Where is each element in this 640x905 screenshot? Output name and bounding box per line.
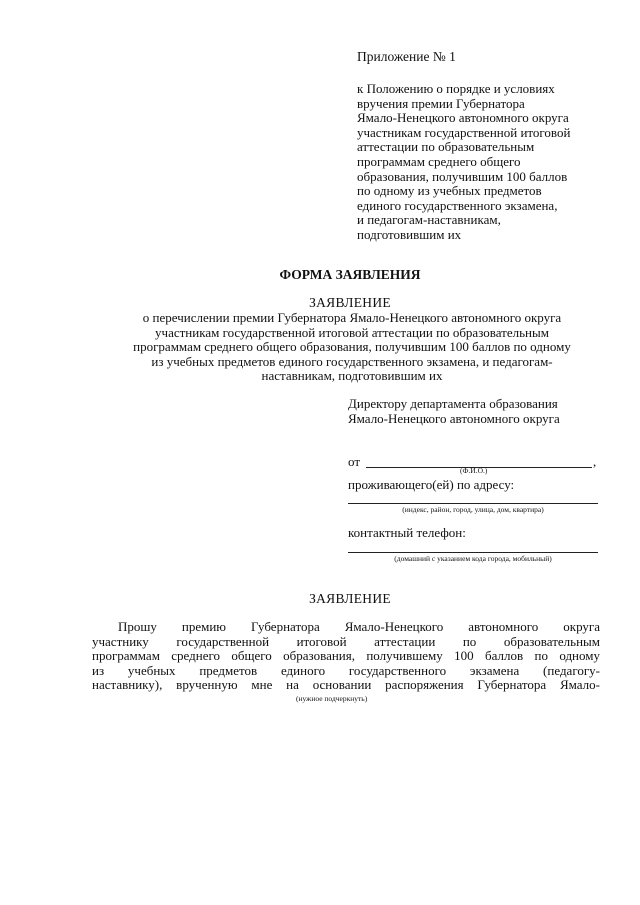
- subject-line: участникам государственной итоговой аттестации по образовательным: [155, 324, 549, 340]
- phone-label: контактный телефон:: [348, 525, 466, 540]
- appendix-line: образования, получившим 100 баллов: [357, 168, 568, 184]
- address-hint: (индекс, район, город, улица, дом, квартира): [402, 505, 544, 514]
- statement-heading: ЗАЯВЛЕНИЕ: [309, 295, 391, 310]
- body-line: Прошу премию Губернатора Ямало-Ненецкого автономного округа: [118, 619, 600, 634]
- fio-hint: (Ф.И.О.): [460, 466, 488, 475]
- addressee-line: Директору департамента образования: [348, 396, 558, 411]
- fio-comma: ,: [593, 454, 597, 469]
- form-title: ФОРМА ЗАЯВЛЕНИЯ: [279, 267, 421, 282]
- phone-field-line[interactable]: [348, 552, 598, 553]
- appendix-line: по одному из учебных предметов: [357, 183, 542, 199]
- appendix-line: аттестации по образовательным: [357, 139, 535, 155]
- statement-body-heading: ЗАЯВЛЕНИЕ: [309, 591, 391, 606]
- appendix-line: и педагогам-наставникам,: [357, 212, 501, 228]
- phone-hint: (домашний с указанием кода города, мобильный): [394, 554, 552, 563]
- residing-label: проживающего(ей) по адресу:: [348, 477, 515, 492]
- appendix-text: [357, 82, 570, 243]
- statement-body: [92, 620, 600, 693]
- subject-line: наставникам, подготовившим их: [261, 368, 443, 384]
- underline-hint: (нужное подчеркнуть): [296, 694, 368, 703]
- subject-line: из учебных предметов единого государственного экзамена, и педагогам-: [151, 353, 553, 369]
- body-line: из учебных предметов единого государственного экзамена (педагогу-: [92, 662, 600, 678]
- appendix-line: Ямало-Ненецкого автономного округа: [357, 110, 569, 126]
- subject-line: программам среднего общего образования, получившим 100 баллов по одному: [133, 339, 571, 355]
- appendix-line: подготовившим их: [357, 226, 462, 242]
- subject-line: о перечислении премии Губернатора Ямало-Ненецкого автономного округа: [142, 310, 562, 325]
- statement-subject: [104, 311, 600, 384]
- appendix-line: программам среднего общего: [357, 153, 521, 169]
- appendix-line: единого государственного экзамена,: [357, 197, 558, 213]
- appendix-title: Приложение № 1: [357, 49, 456, 64]
- body-line: программам среднего общего образования, получившему 100 баллов по одному: [92, 648, 600, 664]
- from-label: от: [348, 454, 361, 469]
- appendix-line: к Положению о порядке и условиях: [357, 81, 555, 96]
- addressee: [348, 397, 560, 426]
- appendix-line: вручения премии Губернатора: [357, 95, 525, 111]
- body-line: наставнику), врученную мне на основании распоряжения Губернатора Ямало-: [92, 677, 600, 693]
- appendix-line: участникам государственной итоговой: [357, 124, 571, 140]
- address-field-line[interactable]: [348, 503, 598, 504]
- addressee-line: Ямало-Ненецкого автономного округа: [348, 410, 560, 426]
- body-line: участнику государственной итоговой аттестации по образовательным: [92, 633, 600, 649]
